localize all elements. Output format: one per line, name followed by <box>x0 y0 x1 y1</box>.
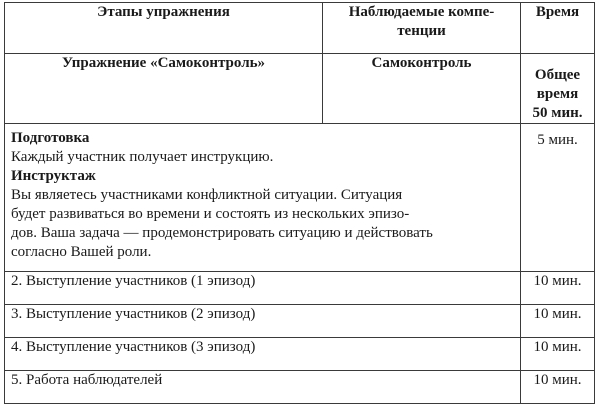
table-header-row <box>5 3 595 54</box>
total-time-text: Общее время 50 мин. <box>532 67 583 121</box>
preparation-heading: Подготовка <box>11 130 90 146</box>
instruction-heading: Инструктаж <box>11 168 96 184</box>
exercise-competency: Самоконтроль <box>323 54 521 124</box>
exercise-table <box>4 2 595 404</box>
exercise-total-time <box>521 54 595 124</box>
header-competencies-text: Наблюдаемые компе- тенции <box>348 4 495 39</box>
row-time: 10 мин. <box>521 272 595 305</box>
table-row <box>5 338 595 371</box>
row-label: 5. Работа наблюдателей <box>5 371 521 404</box>
table-row <box>5 305 595 338</box>
preparation-text: Каждый участник получает инструкцию. <box>11 149 274 165</box>
table-row <box>5 272 595 305</box>
table-row <box>5 371 595 404</box>
row-time: 10 мин. <box>521 338 595 371</box>
instruction-line-3: дов. Ваша задача — продемонстрировать ситуацию и действовать <box>11 225 433 241</box>
instruction-line-2: будет развиваться во времени и состоять из нескольких эпизо- <box>11 206 410 222</box>
row-label: 3. Выступление участников (2 эпизод) <box>5 305 521 338</box>
header-competencies <box>323 3 521 54</box>
instruction-line-4: согласно Вашей роли. <box>11 244 152 260</box>
preparation-row <box>5 124 595 272</box>
row-label: 4. Выступление участников (3 эпизод) <box>5 338 521 371</box>
row-label: 2. Выступление участников (1 эпизод) <box>5 272 521 305</box>
row-time: 10 мин. <box>521 305 595 338</box>
exercise-name: Упражнение «Самоконтроль» <box>5 54 323 124</box>
instruction-line-1: Вы являетесь участниками конфликтной ситуации. Ситуация <box>11 187 403 203</box>
header-stages: Этапы упражнения <box>5 3 323 54</box>
header-time: Время <box>521 3 595 54</box>
exercise-title-row <box>5 54 595 124</box>
preparation-cell <box>5 124 521 272</box>
preparation-time: 5 мин. <box>521 124 595 272</box>
row-time: 10 мин. <box>521 371 595 404</box>
